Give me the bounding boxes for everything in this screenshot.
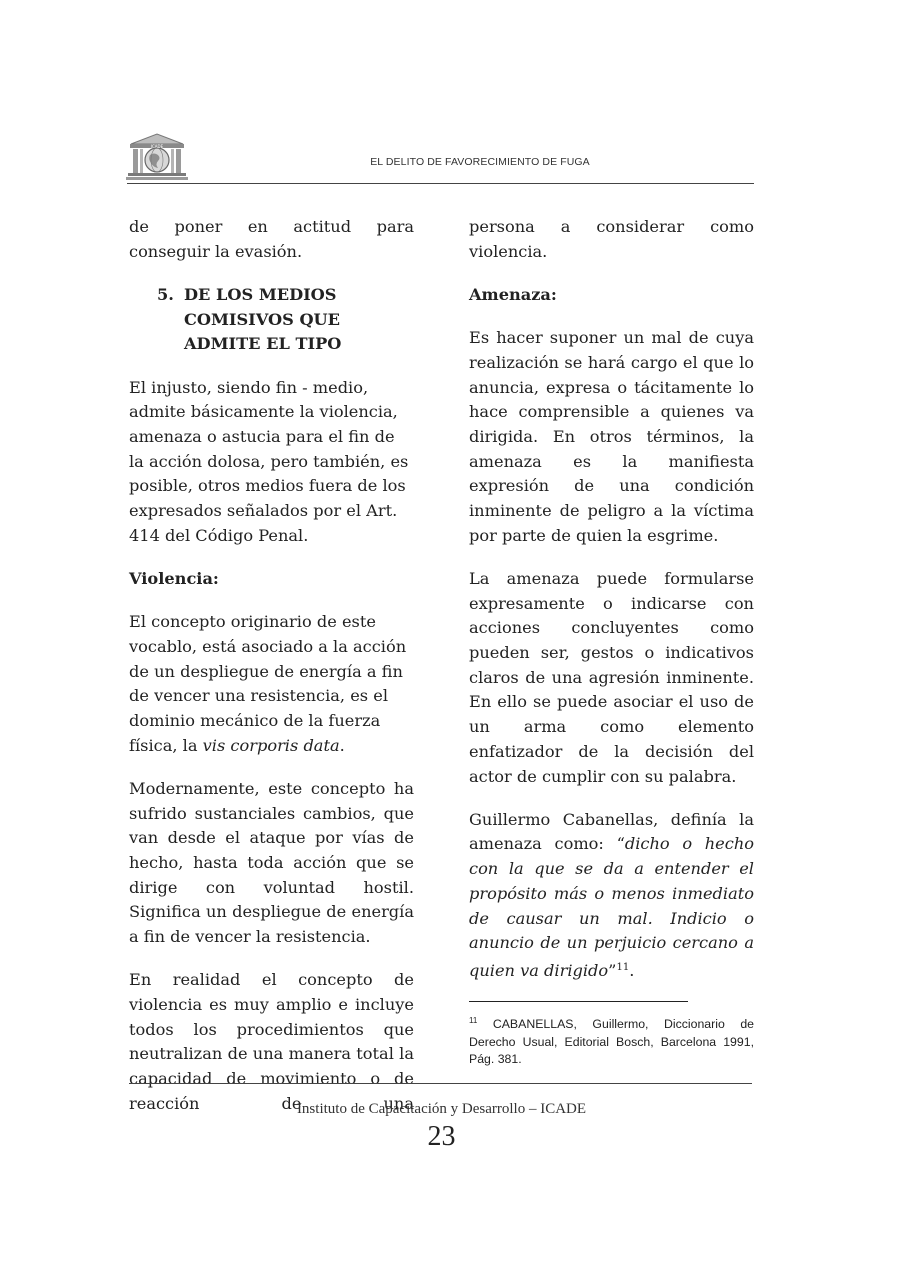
footer-divider bbox=[129, 1083, 752, 1084]
footnote-reference[interactable]: 11 bbox=[616, 961, 630, 973]
violencia-heading: Violencia: bbox=[129, 568, 219, 588]
right-column bbox=[469, 215, 754, 1002]
closing-quote: ” bbox=[608, 960, 617, 980]
footnote-text: CABANELLAS, Guillermo, Diccionario de Derecho Usual, Editorial Bosch, Barcelona 1991, Pág. 381. bbox=[469, 1017, 754, 1066]
svg-text:ICADE: ICADE bbox=[150, 144, 164, 150]
paragraph-end: . bbox=[629, 960, 635, 980]
header-divider bbox=[127, 183, 754, 184]
left-column bbox=[129, 215, 414, 1135]
footnote-number: 11 bbox=[469, 1016, 478, 1025]
paragraph bbox=[129, 610, 414, 758]
quoted-definition: dicho o hecho con la que se da a entender el propósito más o menos inmediato de causar un mal. Indicio o anuncio de un perjuicio cercano a quien va dirigido bbox=[469, 834, 755, 980]
paragraph: persona a considerar como violencia. bbox=[469, 217, 754, 261]
paragraph: Es hacer suponer un mal de cuya realización se hará cargo el que lo anuncia, expresa o tácitamente lo hace comprensible a quienes va dirigida. En otros términos, la amenaza es la manifiesta expresión de una condición inminente de peligro a la víctima por parte de quien la esgrime. bbox=[469, 328, 754, 545]
paragraph-text: Guillermo Cabanellas, definía la amenaza como: “ bbox=[469, 809, 754, 854]
paragraph: En realidad el concepto de violencia es muy amplio e incluye todos los procedimientos que neutralizan de una manera total la capacidad de movimiento o de reacción de una bbox=[129, 970, 414, 1113]
paragraph bbox=[469, 808, 754, 984]
paragraph-end: . bbox=[339, 735, 345, 755]
amenaza-heading: Amenaza: bbox=[469, 284, 557, 304]
paragraph: La amenaza puede formularse expresamente o indicarse con acciones concluyentes como pueden ser, gestos o indicativos claros de una agresión inminente. En ello se puede asociar el uso de un arma como elemento enfatizador de la decisión del actor de cumplir con su palabra. bbox=[469, 568, 754, 786]
section-number: 5. bbox=[157, 284, 174, 304]
page-number: 23 bbox=[427, 1121, 456, 1152]
footer-institution: Instituto de Capacitación y Desarrollo – ICADE bbox=[296, 1101, 587, 1117]
paragraph: El injusto, siendo fin - medio, admite básicamente la violencia, amenaza o astucia para el fin de la acción dolosa, pero también, es posible, otros medios fuera de los expresados señalados por el Art. 414 del Código Penal. bbox=[129, 377, 409, 545]
paragraph-text: El concepto originario de este vocablo, está asociado a la acción de un despliegue de energía a fin de vencer una resistencia, es el dominio mecánico de la fuerza física, la bbox=[129, 612, 407, 755]
running-header-title: EL DELITO DE FAVORECIMIENTO DE FUGA bbox=[370, 156, 590, 168]
institute-building-globe-logo bbox=[125, 131, 189, 183]
section-title: DE LOS MEDIOS COMISIVOS QUE ADMITE EL TIPO bbox=[184, 284, 342, 354]
footnote bbox=[469, 1012, 754, 1069]
paragraph: Modernamente, este concepto ha sufrido sustanciales cambios, que van desde el ataque por vías de hecho, hasta toda acción que se dirige con voluntad hostil. Significa un despliegue de energía a fin de vencer la resistencia. bbox=[129, 778, 414, 947]
paragraph: de poner en actitud para conseguir la evasión. bbox=[129, 217, 414, 261]
section-heading bbox=[129, 283, 414, 357]
footnote-divider bbox=[469, 1001, 688, 1002]
latin-term: vis corporis data bbox=[202, 735, 340, 755]
